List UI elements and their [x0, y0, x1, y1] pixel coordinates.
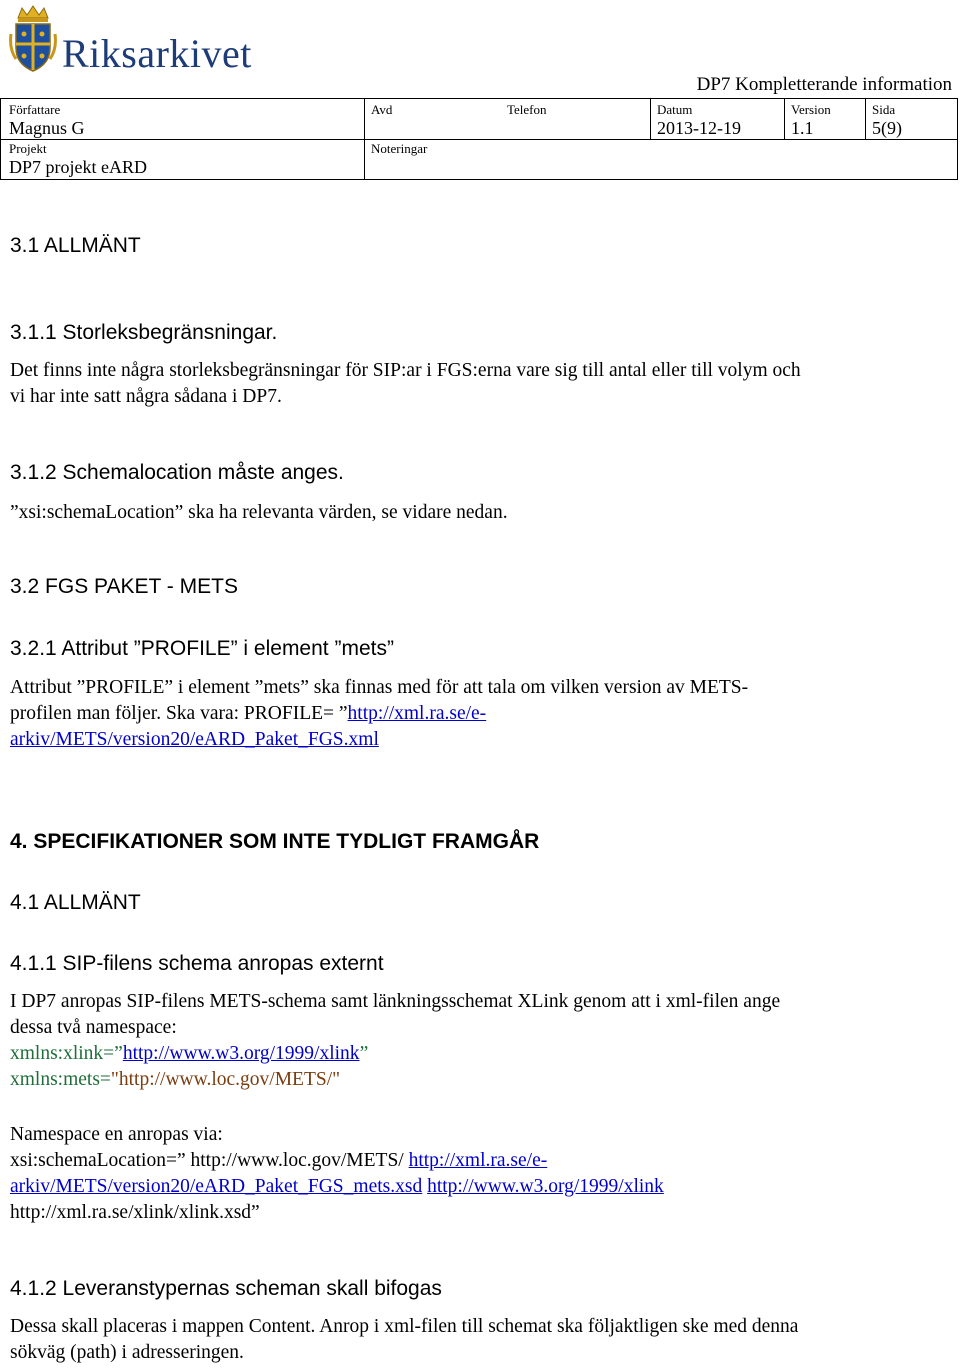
profile-link[interactable]: arkiv/METS/version20/eARD_Paket_FGS.xml	[10, 729, 379, 750]
paragraph: http://xml.ra.se/xlink/xlink.xsd”	[10, 1202, 260, 1223]
profile-link[interactable]: http://xml.ra.se/e-	[347, 703, 487, 724]
paragraph: Dessa skall placeras i mappen Content. Anrop i xml-filen till schemat ska följaktligen ske med denna	[10, 1316, 799, 1337]
date-value: 2013-12-19	[657, 118, 741, 138]
divider	[1, 139, 364, 140]
divider	[650, 99, 651, 139]
notes-label: Noteringar	[371, 141, 428, 156]
paragraph	[10, 1150, 547, 1172]
heading-4-1-2: 4.1.2 Leveranstypernas scheman skall bifogas	[10, 1277, 442, 1300]
xlink-link[interactable]: http://www.w3.org/1999/xlink	[427, 1176, 664, 1197]
dept-label: Avd	[371, 102, 393, 117]
heading-4: 4. SPECIFIKATIONER SOM INTE TYDLIGT FRAMGÅR	[10, 830, 540, 853]
namespace-line	[10, 1043, 368, 1065]
paragraph: I DP7 anropas SIP-filens METS-schema samt länkningsschemat XLink genom att i xml-filen ange	[10, 991, 781, 1012]
project-value: DP7 projekt eARD	[9, 157, 147, 177]
text: xmlns:xlink=”	[10, 1043, 123, 1064]
paragraph: vi har inte satt några sådana i DP7.	[10, 386, 282, 407]
xlink-link[interactable]: http://www.w3.org/1999/xlink	[122, 1043, 360, 1064]
heading-3-1-2: 3.1.2 Schemalocation måste anges.	[10, 461, 344, 484]
heading-3-2-1: 3.2.1 Attribut ”PROFILE” i element ”mets”	[10, 637, 394, 660]
page-value: 5(9)	[872, 118, 902, 138]
org-name: Riksarkivet	[62, 31, 252, 76]
heading-3-1-1: 3.1.1 Storleksbegränsningar.	[10, 321, 278, 344]
heading-4-1-1: 4.1.1 SIP-filens schema anropas externt	[10, 952, 384, 975]
schema-link[interactable]: http://xml.ra.se/e-	[408, 1150, 548, 1171]
date-label: Datum	[657, 102, 693, 117]
divider	[865, 99, 866, 139]
riksarkivet-logo-icon	[8, 4, 58, 74]
text: ”	[359, 1043, 369, 1064]
text: "http://www.loc.gov/METS/"	[110, 1069, 341, 1090]
paragraph: ”xsi:schemaLocation” ska ha relevanta värden, se vidare nedan.	[10, 502, 508, 523]
paragraph	[10, 703, 486, 725]
text: xmlns:mets=	[10, 1069, 111, 1090]
document-title: DP7 Kompletterande information	[696, 74, 952, 95]
version-value: 1.1	[791, 118, 814, 138]
author-value: Magnus G	[9, 118, 85, 138]
paragraph: Namespace en anropas via:	[10, 1124, 223, 1145]
schema-link[interactable]: arkiv/METS/version20/eARD_Paket_FGS_mets.xsd	[10, 1176, 423, 1197]
phone-label: Telefon	[507, 102, 547, 117]
paragraph	[10, 1176, 664, 1198]
namespace-line	[10, 1069, 340, 1091]
document-header-table	[0, 98, 958, 180]
paragraph: Attribut ”PROFILE” i element ”mets” ska finnas med för att tala om vilken version av METS-	[10, 677, 749, 698]
heading-3-2: 3.2 FGS PAKET - METS	[10, 575, 238, 598]
divider	[364, 139, 957, 140]
paragraph: Det finns inte några storleksbegränsningar för SIP:ar i FGS:erna vare sig till antal eller till volym och	[10, 360, 801, 381]
paragraph	[10, 729, 379, 751]
text: profilen man följer. Ska vara: PROFILE= ”	[10, 703, 348, 724]
paragraph: sökväg (path) i adresseringen.	[10, 1342, 244, 1363]
heading-4-1: 4.1 ALLMÄNT	[10, 891, 141, 914]
project-label: Projekt	[9, 141, 47, 156]
page-label: Sida	[872, 102, 896, 117]
version-label: Version	[791, 102, 831, 117]
heading-3-1: 3.1 ALLMÄNT	[10, 234, 141, 257]
paragraph: dessa två namespace:	[10, 1017, 177, 1038]
divider	[784, 99, 785, 139]
author-label: Författare	[9, 102, 61, 117]
text: xsi:schemaLocation=” http://www.loc.gov/METS/	[10, 1150, 409, 1171]
